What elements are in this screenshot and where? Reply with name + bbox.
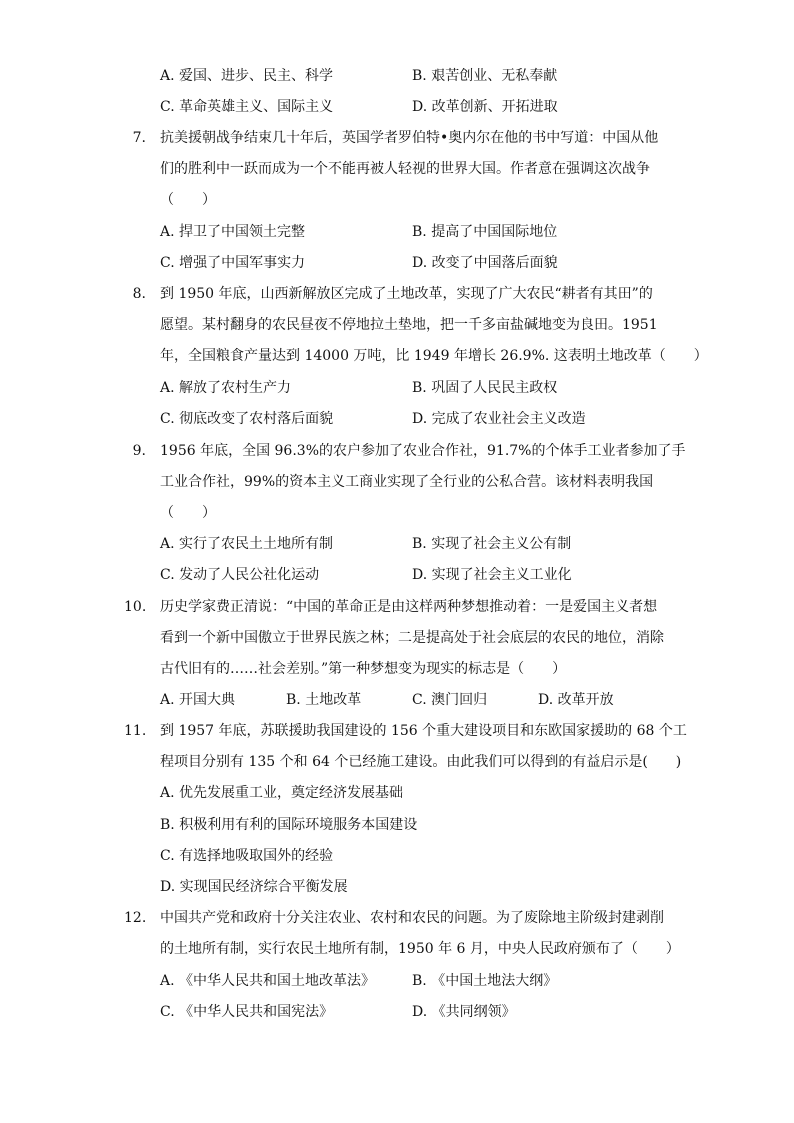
q9-option-c[interactable]: C. 发动了人民公社化运动 — [160, 567, 320, 583]
q10-stem-line-2: 看到一个新中国傲立于世界民族之林；二是提高处于社会底层的农民的地位，消除 — [160, 630, 664, 646]
q9-option-a[interactable]: A. 实行了农民土土地所有制 — [160, 536, 334, 552]
q12-number: 12. — [124, 910, 147, 926]
q9-option-b[interactable]: B. 实现了社会主义公有制 — [412, 536, 572, 552]
q11-number: 11. — [124, 723, 147, 739]
q10-option-a[interactable]: A. 开国大典 — [160, 692, 236, 708]
q12-option-a[interactable]: A. 《中华人民共和国土地改革法》 — [160, 973, 376, 989]
q8-number: 8. — [132, 286, 146, 302]
q8-stem-line-1: 到 1950 年底，山西新解放区完成了土地改革，实现了广大农民“耕者有其田”的 — [160, 286, 653, 302]
q8-option-d[interactable]: D. 完成了农业社会主义改造 — [412, 411, 586, 427]
q7-stem-line-1: 抗美援朝战争结束几十年后，英国学者罗伯特•奥内尔在他的书中写道：中国从他 — [160, 130, 659, 146]
q9-option-d[interactable]: D. 实现了社会主义工业化 — [412, 567, 572, 583]
q6-option-c[interactable]: C. 革命英雄主义、国际主义 — [160, 99, 334, 115]
q6-option-d[interactable]: D. 改革创新、开拓进取 — [412, 99, 558, 115]
q10-stem-line-1: 历史学家费正清说：“中国的革命正是由这样两种梦想推动着：一是爱国主义者想 — [160, 599, 658, 615]
q10-option-c[interactable]: C. 澳门回归 — [412, 692, 488, 708]
q7-option-b[interactable]: B. 提高了中国国际地位 — [412, 224, 558, 240]
q10-number: 10. — [124, 599, 147, 615]
q11-option-d[interactable]: D. 实现国民经济综合平衡发展 — [160, 879, 348, 895]
q8-stem-line-3: 年，全国粮食产量达到 14000 万吨，比 1949 年增长 26.9%. 这表明土地改革（ ） — [160, 348, 708, 364]
q6-option-b[interactable]: B. 艰苦创业、无私奉献 — [412, 68, 558, 84]
q8-stem-line-2: 愿望。某村翻身的农民昼夜不停地拉土垫地，把一千多亩盐碱地变为良田。1951 — [160, 317, 658, 333]
q7-option-d[interactable]: D. 改变了中国落后面貌 — [412, 255, 558, 271]
q12-option-b[interactable]: B. 《中国土地法大纲》 — [412, 973, 558, 989]
q10-option-b[interactable]: B. 土地改革 — [286, 692, 362, 708]
q7-stem-line-3: （ ） — [160, 192, 216, 208]
q11-option-b[interactable]: B. 积极利用有利的国际环境服务本国建设 — [160, 817, 418, 833]
q11-stem-line-2: 程项目分别有 135 个和 64 个已经施工建设。由此我们可以得到的有益启示是( ) — [160, 754, 682, 770]
q7-option-a[interactable]: A. 捍卫了中国领土完整 — [160, 224, 306, 240]
q8-option-c[interactable]: C. 彻底改变了农村落后面貌 — [160, 411, 334, 427]
q8-option-a[interactable]: A. 解放了农村生产力 — [160, 380, 292, 396]
q6-option-a[interactable]: A. 爱国、进步、民主、科学 — [160, 68, 334, 84]
q10-option-d[interactable]: D. 改革开放 — [538, 692, 614, 708]
q10-stem-line-3: 古代旧有的……社会差别。”第一种梦想变为现实的标志是（ ） — [160, 661, 567, 677]
q9-stem-line-3: （ ） — [160, 505, 216, 521]
q12-stem-line-2: 的土地所有制，实行农民土地所有制，1950 年 6 月，中央人民政府颁布了（ ） — [160, 941, 680, 957]
q8-option-b[interactable]: B. 巩固了人民民主政权 — [412, 380, 558, 396]
q11-stem-line-1: 到 1957 年底，苏联援助我国建设的 156 个重大建设项目和东欧国家援助的 68 个工 — [160, 723, 687, 739]
q11-option-c[interactable]: C. 有选择地吸取国外的经验 — [160, 848, 334, 864]
q7-stem-line-2: 们的胜利中一跃而成为一个不能再被人轻视的世界大国。作者意在强调这次战争 — [160, 161, 650, 177]
q12-option-d[interactable]: D. 《共同纲领》 — [412, 1004, 516, 1020]
q12-option-c[interactable]: C. 《中华人民共和国宪法》 — [160, 1004, 334, 1020]
q12-stem-line-1: 中国共产党和政府十分关注农业、农村和农民的问题。为了废除地主阶级封建剥削 — [160, 910, 664, 926]
q9-number: 9. — [132, 443, 146, 459]
q7-number: 7. — [132, 130, 146, 146]
q9-stem-line-1: 1956 年底，全国 96.3%的农户参加了农业合作社，91.7%的个体手工业者参加了手 — [160, 443, 686, 459]
q7-option-c[interactable]: C. 增强了中国军事实力 — [160, 255, 306, 271]
q9-stem-line-2: 工业合作社，99%的资本主义工商业实现了全行业的公私合营。该材料表明我国 — [160, 474, 654, 490]
q11-option-a[interactable]: A. 优先发展重工业，奠定经济发展基础 — [160, 785, 404, 801]
